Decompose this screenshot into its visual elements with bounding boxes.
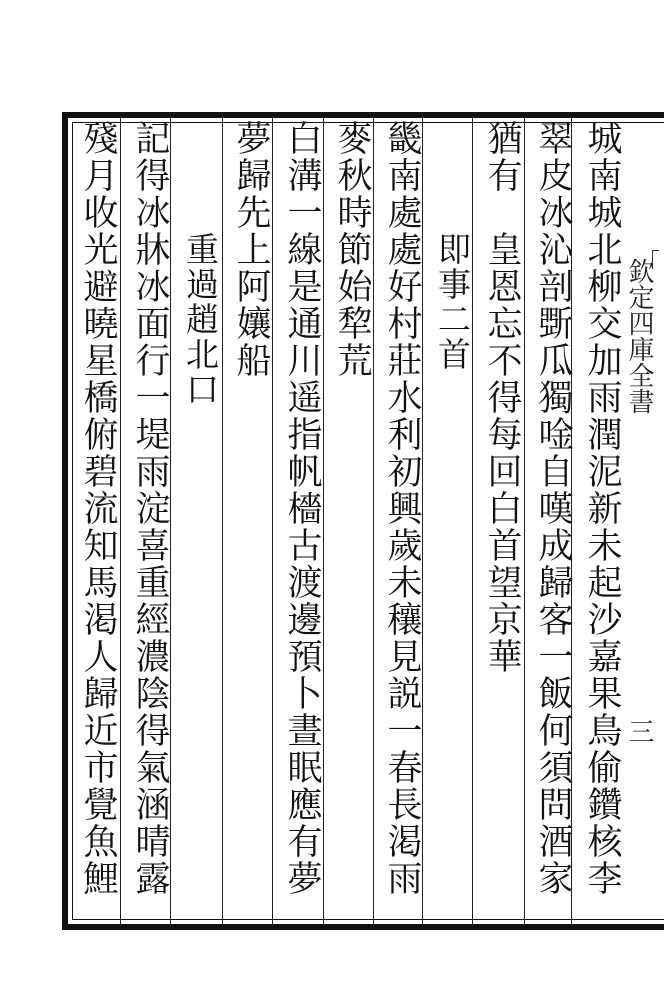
text-column-2: 翠皮冰沁剖斲瓜獨唫自嘆成歸客一飯何須問酒家 <box>533 120 573 897</box>
poem-title-chongguo: 重過趙北口 <box>181 232 220 407</box>
text-column-7: 白溝一線是通川遥指帆檣古渡邊預卜晝眠應有夢 <box>282 120 322 897</box>
column-rule <box>120 118 121 924</box>
text-column-6: 麥秋時節始犂荒 <box>332 120 372 379</box>
folio-number: 三 <box>624 718 654 744</box>
text-column-5: 畿南處處好村莊水利初興歲未穰見説一春長渇雨 <box>382 120 422 897</box>
text-column-11: 殘月收光避曉星橋俯碧流知馬渇人歸近市覺魚鯉 <box>78 120 118 897</box>
book-title-margin: 欽定四庫全書 <box>624 258 654 414</box>
poem-title-jishi: 即事二首 <box>433 232 472 372</box>
text-column-3: 猶有 皇恩忘不得每回白首望京華 <box>482 120 522 675</box>
text-column-8: 夢歸先上阿孃船 <box>231 120 271 379</box>
column-rule <box>222 118 223 924</box>
column-rule <box>524 118 525 924</box>
text-column-10: 記得冰牀冰面行一堤雨淀喜重經濃陰得氣涵晴露 <box>130 120 170 897</box>
text-column-1: 城南城北柳交加雨潤泥新未起沙嘉果鳥偷鑽核李 <box>582 120 622 897</box>
